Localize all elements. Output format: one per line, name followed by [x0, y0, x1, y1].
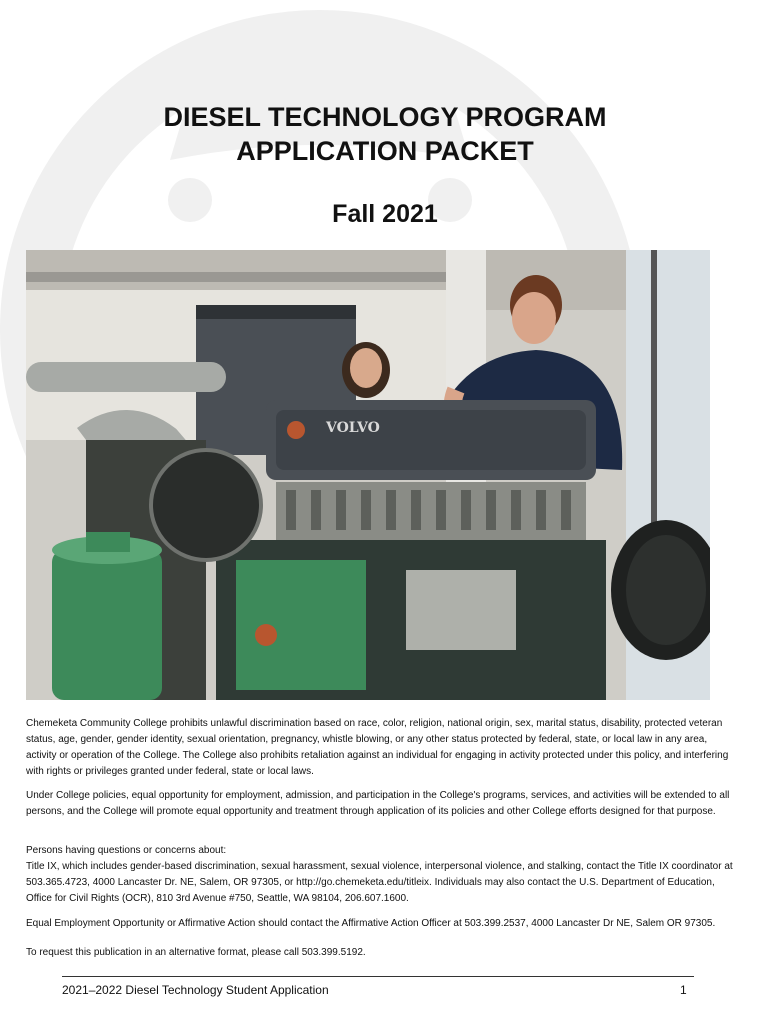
page-number: 1 — [680, 983, 687, 997]
term-label: Fall 2021 — [332, 200, 438, 228]
title-ix-body: Title IX, which includes gender-based discrimination, sexual harassment, sexual violence, interpersonal violence, and stalking, contact the Title IX coordinator at 503.365.4723, 4000 Lancaster Dr. NE, Salem, OR 97305, or http://go.chemeketa.edu/titleix. Individuals may also contact the U.S. Department of Education, Office for Civil Rights (OCR), 810 3rd Avenue #750, Seattle, WA 98104, 206.607.1600. — [26, 861, 733, 904]
engine-brand-text: VOLVO — [326, 420, 380, 436]
engine-photo-illustration — [26, 250, 710, 700]
alternative-format-note: To request this publication in an alternative format, please call 503.399.5192. — [26, 947, 366, 958]
nondiscrimination-statement: Chemeketa Community College prohibits unlawful discrimination based on race, color, religion, national origin, sex, marital status, disability, protected veteran status, age, gender, gender identity, sexual orientation, pregnancy, whistle blowing, or any other status protected by federal, state, or local law in any area, activity or operation of the College. The College also prohibits retaliation against an individual for engaging in activity protected under this policy, and interfering with rights or privileges granted under federal, state or local laws. — [26, 718, 729, 777]
title-ix-contact — [26, 843, 736, 907]
document-title-line2: APPLICATION PACKET — [236, 136, 534, 166]
diesel-engine-photo — [26, 250, 710, 700]
title-ix-intro: Persons having questions or concerns about: — [26, 845, 227, 856]
affirmative-action-contact: Equal Employment Opportunity or Affirmative Action should contact the Affirmative Action Officer at 503.399.2537, 4000 Lancaster Dr NE, Salem OR 97305. — [26, 918, 716, 929]
document-title-line1: DIESEL TECHNOLOGY PROGRAM — [163, 102, 607, 132]
footer-divider — [62, 976, 694, 977]
equal-opportunity-statement: Under College policies, equal opportunity for employment, admission, and participation in the College's programs, services, and activities will be extended to all persons, and the College will promote equal opportunity and treatment through application of its policies and other College efforts designed for that purpose. — [26, 790, 730, 817]
footer-document-name: 2021–2022 Diesel Technology Student Application — [62, 983, 329, 997]
